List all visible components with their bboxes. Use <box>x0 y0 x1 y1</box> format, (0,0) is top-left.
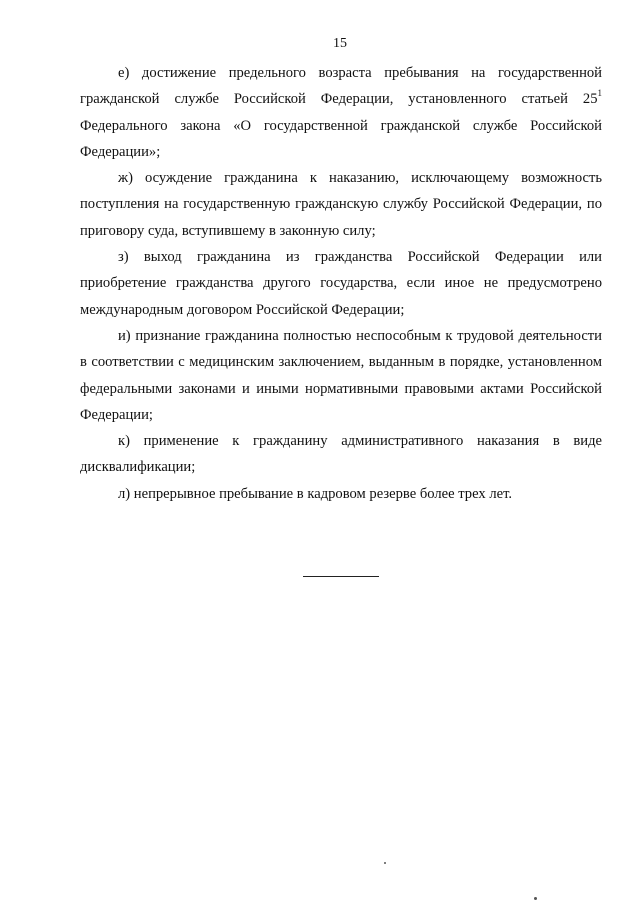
list-item-k: к) применение к гражданину административного наказания в виде дисквалификации; <box>80 433 602 476</box>
list-item-i: и) признание гражданина полностью неспособным к трудовой деятельности в соответствии с медицинским заключением, выданным в порядке, установленном федеральными законами и иными нормативными правовыми актами Российской Федерации; <box>80 327 602 423</box>
list-item-e-text-continued: Федерального закона «О государственной гражданской службе Российской Федерации»; <box>80 117 602 160</box>
list-item-l: л) непрерывное пребывание в кадровом резерве более трех лет. <box>118 485 513 502</box>
list-item-zh: ж) осуждение гражданина к наказанию, исключающему возможность поступления на государственную гражданскую службу Российской Федерации, по приговору суда, вступившему в законную силу; <box>80 170 602 239</box>
article-superscript: 1 <box>597 88 602 99</box>
page-number: 15 <box>333 36 347 51</box>
document-body <box>80 60 602 507</box>
list-item-z: з) выход гражданина из гражданства Российской Федерации или приобретение гражданства другого государства, если иное не предусмотрено международным договором Российской Федерации; <box>80 249 602 318</box>
scan-speck <box>384 862 386 864</box>
list-item-e <box>80 60 602 165</box>
scan-speck <box>534 897 537 900</box>
end-separator-line <box>303 576 379 577</box>
list-item-e-text: е) достижение предельного возраста пребывания на государственной гражданской службе Российской Федерации, установленного статьей 25 <box>80 65 602 108</box>
